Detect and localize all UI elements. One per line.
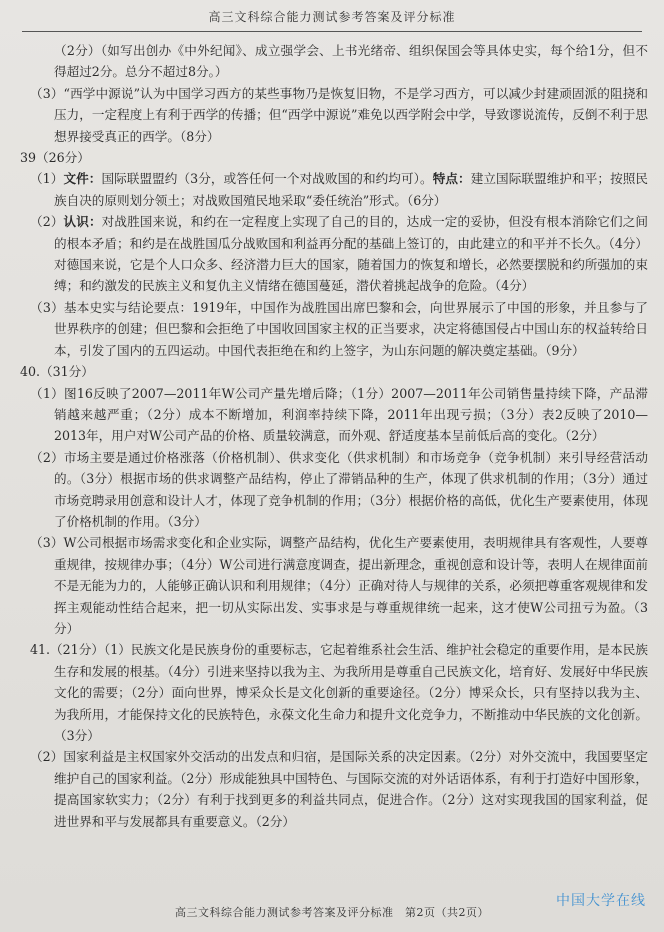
q40-part2-paragraph: （2）市场主要是通过价格涨落（价格机制）、供求变化（供求机制）和市场竞争（竞争机制）来引导经营活动的。（3分）根据市场的供求调整产品结构，停止了滞销品种的生产，体现了供求机制的作用；（3分）通过市场竞聘录用创意和设计人才，体现了竞争机制的作用；（3分）根据价格的高低，优化生产要素使用，体现了价格机制的作用。（3分） xyxy=(30,449,648,529)
page-header-title: 高三文科综合能力测试参考答案及评分标准 xyxy=(208,10,456,24)
q39-part1-label: （1） xyxy=(30,171,64,187)
q39-part2-paragraph xyxy=(20,211,648,297)
q39-part2-keyword: 认识： xyxy=(63,214,102,230)
q39-part1-text-a: 国际联盟盟约（3分，或答任何一个对战败国的和约均可）。 xyxy=(101,171,433,187)
q40-part1-paragraph: （1）图16反映了2007—2011年W公司产量先增后降；（1分）2007—2011年公司销售量持续下降，产品滞销越来越严重；（2分）成本不断增加，利润率持续下降，2011年出现亏损；（3分）表2反映了2010—2013年，用户对W公司产品的价格、质量较满意，而外观、舒适度基本呈前低后高的变化。（2分） xyxy=(30,385,648,444)
q39-heading: 39（26分） xyxy=(20,150,90,166)
q39-part2-label: （2） xyxy=(30,214,64,230)
q40-heading: 40.（31分） xyxy=(20,364,94,380)
header-divider xyxy=(22,31,642,32)
q39-part1-paragraph xyxy=(20,168,648,211)
q39-part1-keyword-document: 文件： xyxy=(63,171,102,187)
q39-part2-text: 对战胜国来说，和约在一定程度上实现了自己的目的，达成一定的妥协，但没有根本消除它们之间的根本矛盾；和约是在战胜国瓜分战败国和利益再分配的基础上签订的，由此建立的和平并不长久。（4分）对德国来说，它是个人口众多、经济潜力巨大的国家，随着国力的恢复和增长，必然要摆脱和约所强加的束缚；和约激发的民族主义和复仇主义情绪在德国蔓延，潜伏着挑起战争的危险。（4分） xyxy=(54,214,649,294)
q39-part1-text-b: 建立国际联盟维护和平；按照民族自决的原则划分领土；对战败国殖民地采取“委任统治”形式。（6分） xyxy=(54,171,649,208)
site-watermark: 中国大学在线 xyxy=(556,893,646,909)
q39-part1-keyword-features: 特点： xyxy=(432,171,471,187)
q39-part3-paragraph: （3）基本史实与结论要点：1919年，中国作为战胜国出席巴黎和会，向世界展示了中国的形象，并且参与了世界秩序的创建；但巴黎和会拒绝了中国收回国家主权的正当要求，决定将德国侵占中国山东的权益转给日本，引发了国内的五四运动。中国代表拒绝在和约上签字，为山东问题的解决奠定基础。（9分） xyxy=(30,299,648,358)
page-footer: 高三文科综合能力测试参考答案及评分标准 第2页（共2页） xyxy=(175,906,489,919)
q38-part3-paragraph: （3）“西学中源说”认为中国学习西方的某些事物乃是恢复旧物，不是学习西方，可以减少封建顽固派的阻挠和压力，一定程度上有利于西学的传播；但“西学中源说”难免以西学附会中学，导致谬说流传，反倒不利于思想界接受真正的西学。（8分） xyxy=(30,85,648,144)
answer-content xyxy=(20,40,648,832)
q41-part1-paragraph: 41.（21分）（1）民族文化是民族身份的重要标志，它起着维系社会生活、维护社会稳定的重要作用，是本民族生存和发展的根基。（4分）引进来坚持以我为主、为我所用是尊重自己民族文化，培育好、发展好中华民族文化的需要；（2分）面向世界，博采众长是文化创新的重要途径。（2分）博采众长，只有坚持以我为主、为我所用，才能保持文化的民族特色，永葆文化生命力和提升文化竞争力，不断推动中华民族的文化创新。（3分） xyxy=(30,642,648,743)
q38-tail-paragraph: （2分）（如写出创办《中外纪闻》、成立强学会、上书光绪帝、组织保国会等具体史实，每个给1分，但不得超过2分。总分不超过8分。） xyxy=(54,43,648,80)
q41-part2-paragraph: （2）国家利益是主权国家外交活动的出发点和归宿，是国际关系的决定因素。（2分）对外交流中，我国要坚定维护自己的国家利益。（2分）形成能独具中国特色、与国际交流的对外话语体系，有利于打造好中国形象，提高国家软实力；（2分）有利于找到更多的利益共同点，促进合作。（2分）这对实现我国的国家利益，促进世界和平与发展都具有重要意义。（2分） xyxy=(30,749,648,829)
q40-part3-paragraph: （3）W公司根据市场需求变化和企业实际，调整产品结构，优化生产要素使用，表明规律具有客观性，人要尊重规律，按规律办事；（4分）W公司进行满意度调查，提出新理念，重视创意和设计等，表明人在规律面前不是无能为力的，人能够正确认识和利用规律；（4分）正确对待人与规律的关系，必须把尊重客观规律和发挥主观能动性结合起来，把一切从实际出发、实事求是与尊重规律统一起来，这才使W公司扭亏为盈。（3分） xyxy=(30,535,648,636)
